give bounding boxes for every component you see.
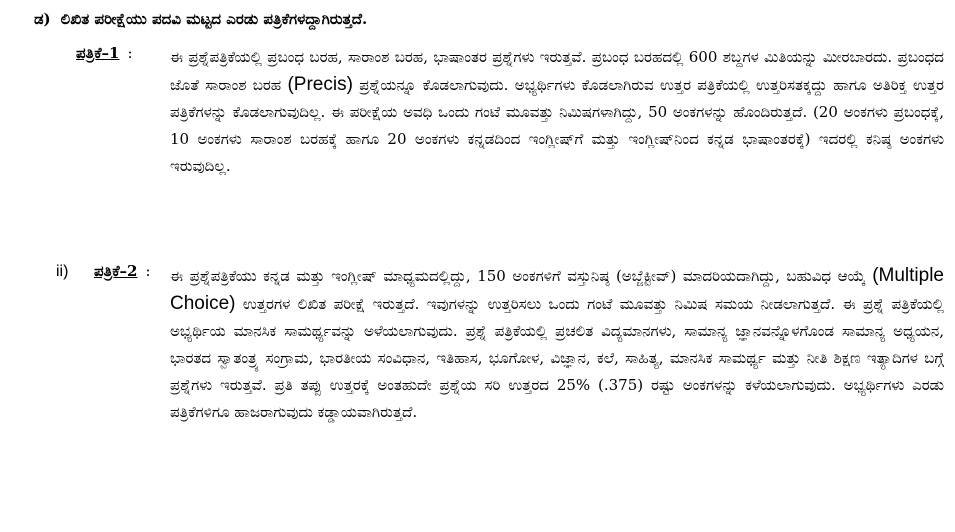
paper-1-label-wrap	[76, 44, 133, 62]
paper-1-text-a: ಈ ಪ್ರಶ್ನೆಪತ್ರಿಕೆಯಲ್ಲಿ ಪ್ರಬಂಧ ಬರಹ, ಸಾರಾಂಶ ಬರಹ, ಭಾಷಾಂತರ ಪ್ರಶ್ನೆಗಳು ಇರುತ್ತವೆ. ಪ್ರಬಂಧ ಬರಹದಲ್ಲಿ 600 ಶಬ್ದಗಳ ಮಿತಿಯನ್ನು ಮೀರಬಾರದು. ಪ್ರಬಂಧದ ಜೊತೆ ಸಾರಾಂಶ ಬರಹ	[170, 48, 944, 94]
paper-2-colon: :	[145, 262, 151, 280]
section-heading-text: ಲಿಖಿತ ಪರೀಕ್ಷೆಯು ಪದವಿ ಮಟ್ಟದ ಎರಡು ಪತ್ರಿಕೆಗಳದ್ದಾಗಿರುತ್ತದೆ.	[60, 10, 368, 28]
paper-2-label: ಪತ್ರಿಕೆ–2	[94, 262, 138, 280]
paper-1-colon: :	[127, 44, 133, 62]
paper-2-latin-term: (Multiple Choice)	[170, 265, 944, 314]
paper-1-text-b: ಪ್ರಶ್ನೆಯನ್ನೂ ಕೊಡಲಾಗುವುದು. ಅಭ್ಯರ್ಥಿಗಳು ಕೊಡಲಾಗಿರುವ ಉತ್ತರ ಪತ್ರಿಕೆಯಲ್ಲಿ ಉತ್ತರಿಸತಕ್ಕದ್ದು ಹಾಗೂ ಅತಿರಿಕ್ತ ಉತ್ತರ ಪತ್ರಿಕೆಗಳನ್ನು ಕೊಡಲಾಗುವುದಿಲ್ಲ. ಈ ಪರೀಕ್ಷೆಯ ಅವಧಿ ಒಂದು ಗಂಟೆ ಮೂವತ್ತು ನಿಮಿಷಗಳಾಗಿದ್ದು, 50 ಅಂಕಗಳನ್ನು ಹೊಂದಿರುತ್ತದೆ. (20 ಅಂಕಗಳು ಪ್ರಬಂಧಕ್ಕೆ, 10 ಅಂಕಗಳು ಸಾರಾಂಶ ಬರಹಕ್ಕೆ ಹಾಗೂ 20 ಅಂಕಗಳು ಕನ್ನಡದಿಂದ ಇಂಗ್ಲೀಷ್‌ಗೆ ಮತ್ತು ಇಂಗ್ಲೀಷ್‌ನಿಂದ ಕನ್ನಡ ಭಾಷಾಂತರಕ್ಕೆ) ಇದರಲ್ಲಿ ಕನಿಷ್ಠ ಅಂಕಗಳು ಇರುವುದಿಲ್ಲ.	[170, 76, 944, 175]
paper-1-latin-term: (Precis)	[287, 74, 353, 95]
paper-1-label: ಪತ್ರಿಕೆ–1	[76, 44, 120, 62]
section-heading	[34, 10, 367, 28]
paper-2-text-b: ಉತ್ತರಗಳ ಲಿಖಿತ ಪರೀಕ್ಷೆ ಇರುತ್ತದೆ. ಇವುಗಳನ್ನು ಉತ್ತರಿಸಲು ಒಂದು ಗಂಟೆ ಮೂವತ್ತು ನಿಮಿಷ ಸಮಯ ನೀಡಲಾಗುತ್ತದೆ. ಈ ಪ್ರಶ್ನೆ ಪತ್ರಿಕೆಯಲ್ಲಿ ಅಭ್ಯರ್ಥಿಯ ಮಾನಸಿಕ ಸಾಮರ್ಥ್ಯವನ್ನು ಅಳೆಯಲಾಗುವುದು. ಪ್ರಶ್ನೆ ಪತ್ರಿಕೆಯಲ್ಲಿ ಪ್ರಚಲಿತ ವಿದ್ಯಮಾನಗಳು, ಸಾಮಾನ್ಯ ಜ್ಞಾನವನ್ನೊಳಗೊಂಡ ಸಾಮಾನ್ಯ ಅಧ್ಯಯನ, ಭಾರತದ ಸ್ವಾತಂತ್ರ್ಯ ಸಂಗ್ರಾಮ, ಭಾರತೀಯ ಸಂವಿಧಾನ, ಇತಿಹಾಸ, ಭೂಗೋಳ, ವಿಜ್ಞಾನ, ಕಲೆ, ಸಾಹಿತ್ಯ, ಮಾನಸಿಕ ಸಾಮರ್ಥ್ಯ ಮತ್ತು ನೀತಿ ಶಿಕ್ಷಣ ಇತ್ಯಾದಿಗಳ ಬಗ್ಗೆ ಪ್ರಶ್ನೆಗಳು ಇರುತ್ತವೆ. ಪ್ರತಿ ತಪ್ಪು ಉತ್ತರಕ್ಕೆ ಅಂತಹುದೇ ಪ್ರಶ್ನೆಯ ಸರಿ ಉತ್ತರದ 25% (.375) ರಷ್ಟು ಅಂಕಗಳನ್ನು ಕಳೆಯಲಾಗುವುದು. ಅಭ್ಯರ್ಥಿಗಳು ಎರಡು ಪತ್ರಿಕೆಗಳಿಗೂ ಹಾಜರಾಗುವುದು ಕಡ್ಡಾಯವಾಗಿರುತ್ತದೆ.	[170, 295, 944, 421]
paper-1-description	[170, 44, 944, 180]
paper-2-description	[170, 262, 944, 426]
section-marker: ಡ)	[34, 10, 51, 28]
paper-2-text-a: ಈ ಪ್ರಶ್ನೆಪತ್ರಿಕೆಯು ಕನ್ನಡ ಮತ್ತು ಇಂಗ್ಲೀಷ್ ಮಾಧ್ಯಮದಲ್ಲಿದ್ದು, 150 ಅಂಕಗಳಿಗೆ ವಸ್ತುನಿಷ್ಠ (ಅಬ್ಜೆಕ್ಟೀವ್) ಮಾದರಿಯದಾಗಿದ್ದು, ಬಹುವಿಧ ಆಯ್ಕೆ	[170, 267, 873, 285]
paper-2-marker: ii)	[56, 263, 69, 280]
paper-2-label-wrap	[56, 262, 151, 281]
